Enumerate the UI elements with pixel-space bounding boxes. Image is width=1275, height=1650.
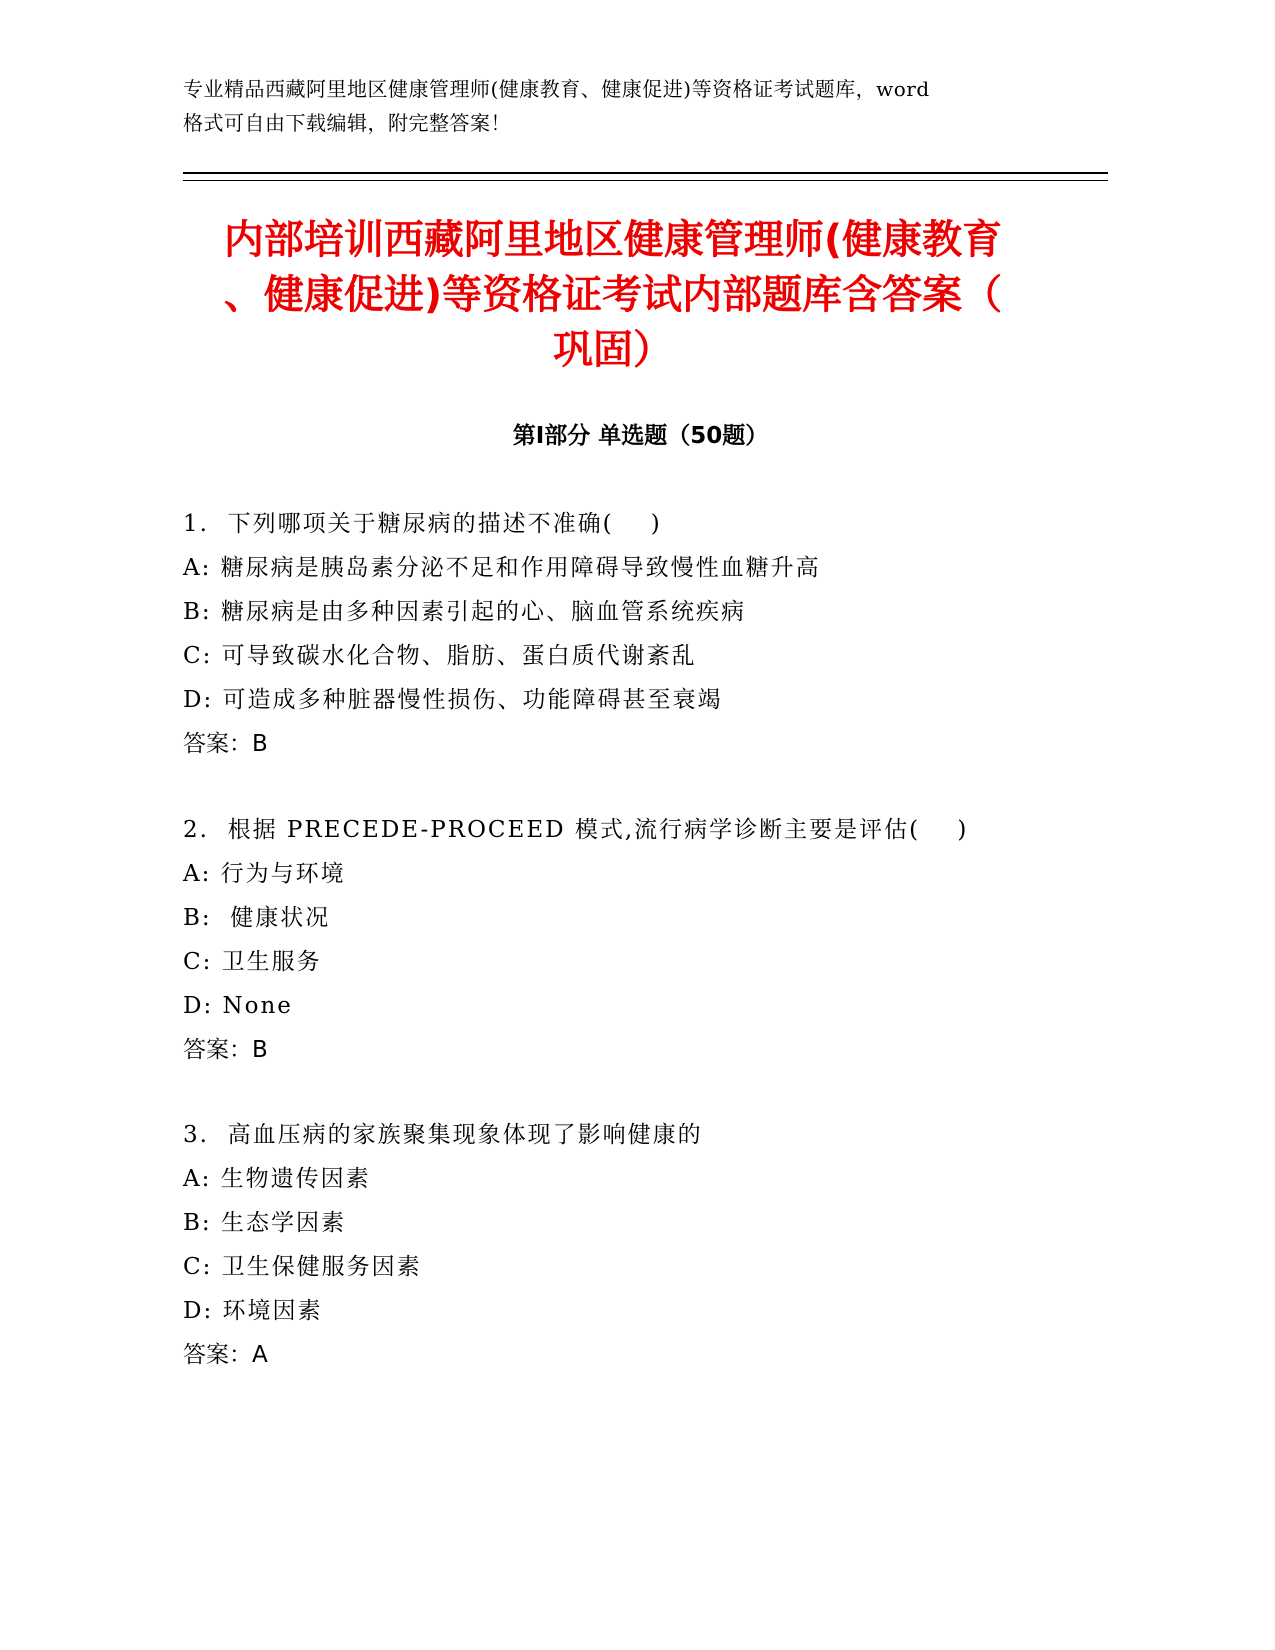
question-3 [183,1113,1103,1377]
option-b: B: 健康状况 [183,905,331,931]
option-d: D: 可造成多种脏器慢性损伤、功能障碍甚至衰竭 [183,687,723,713]
question-stem: 3. 高血压病的家族聚集现象体现了影响健康的 [183,1122,703,1148]
document-title-line-2: 、健康促进)等资格证考试内部题库含答案（ [223,272,1003,318]
option-d: D: None [183,993,293,1019]
document-title-line-1: 内部培训西藏阿里地区健康管理师(健康教育 [223,217,1003,263]
header-note-line-1: 专业精品西藏阿里地区健康管理师(健康教育、健康促进)等资格证考试题库，word [183,77,930,101]
question-1 [183,502,1103,766]
option-c: C: 卫生服务 [183,949,322,975]
document-title-line-3: 巩固） [553,327,673,373]
option-b: B: 生态学因素 [183,1210,346,1236]
question-stem: 2. 根据 PRECEDE-PROCEED 模式,流行病学诊断主要是评估( ) [183,817,969,843]
section-heading: 第Ⅰ部分 单选题（50题） [512,423,769,449]
header-divider-thin [183,180,1108,181]
question-2 [183,808,1103,1072]
option-b: B: 糖尿病是由多种因素引起的心、脑血管系统疾病 [183,599,746,625]
header-note-line-2: 格式可自由下载编辑，附完整答案！ [183,111,511,135]
header-divider-thick [183,172,1108,174]
option-c: C: 卫生保健服务因素 [183,1254,422,1280]
option-a: A: 糖尿病是胰岛素分泌不足和作用障碍导致慢性血糖升高 [183,555,821,581]
option-a: A: 行为与环境 [183,861,346,887]
answer-key: 答案：A [183,1342,268,1368]
option-d: D: 环境因素 [183,1298,323,1324]
document-title [183,213,1043,378]
answer-key: 答案：B [183,1037,268,1063]
option-c: C: 可导致碳水化合物、脂肪、蛋白质代谢紊乱 [183,643,697,669]
option-a: A: 生物遗传因素 [183,1166,371,1192]
answer-key: 答案：B [183,731,268,757]
question-stem: 1. 下列哪项关于糖尿病的描述不准确( ) [183,511,662,537]
header-note [183,72,1083,140]
